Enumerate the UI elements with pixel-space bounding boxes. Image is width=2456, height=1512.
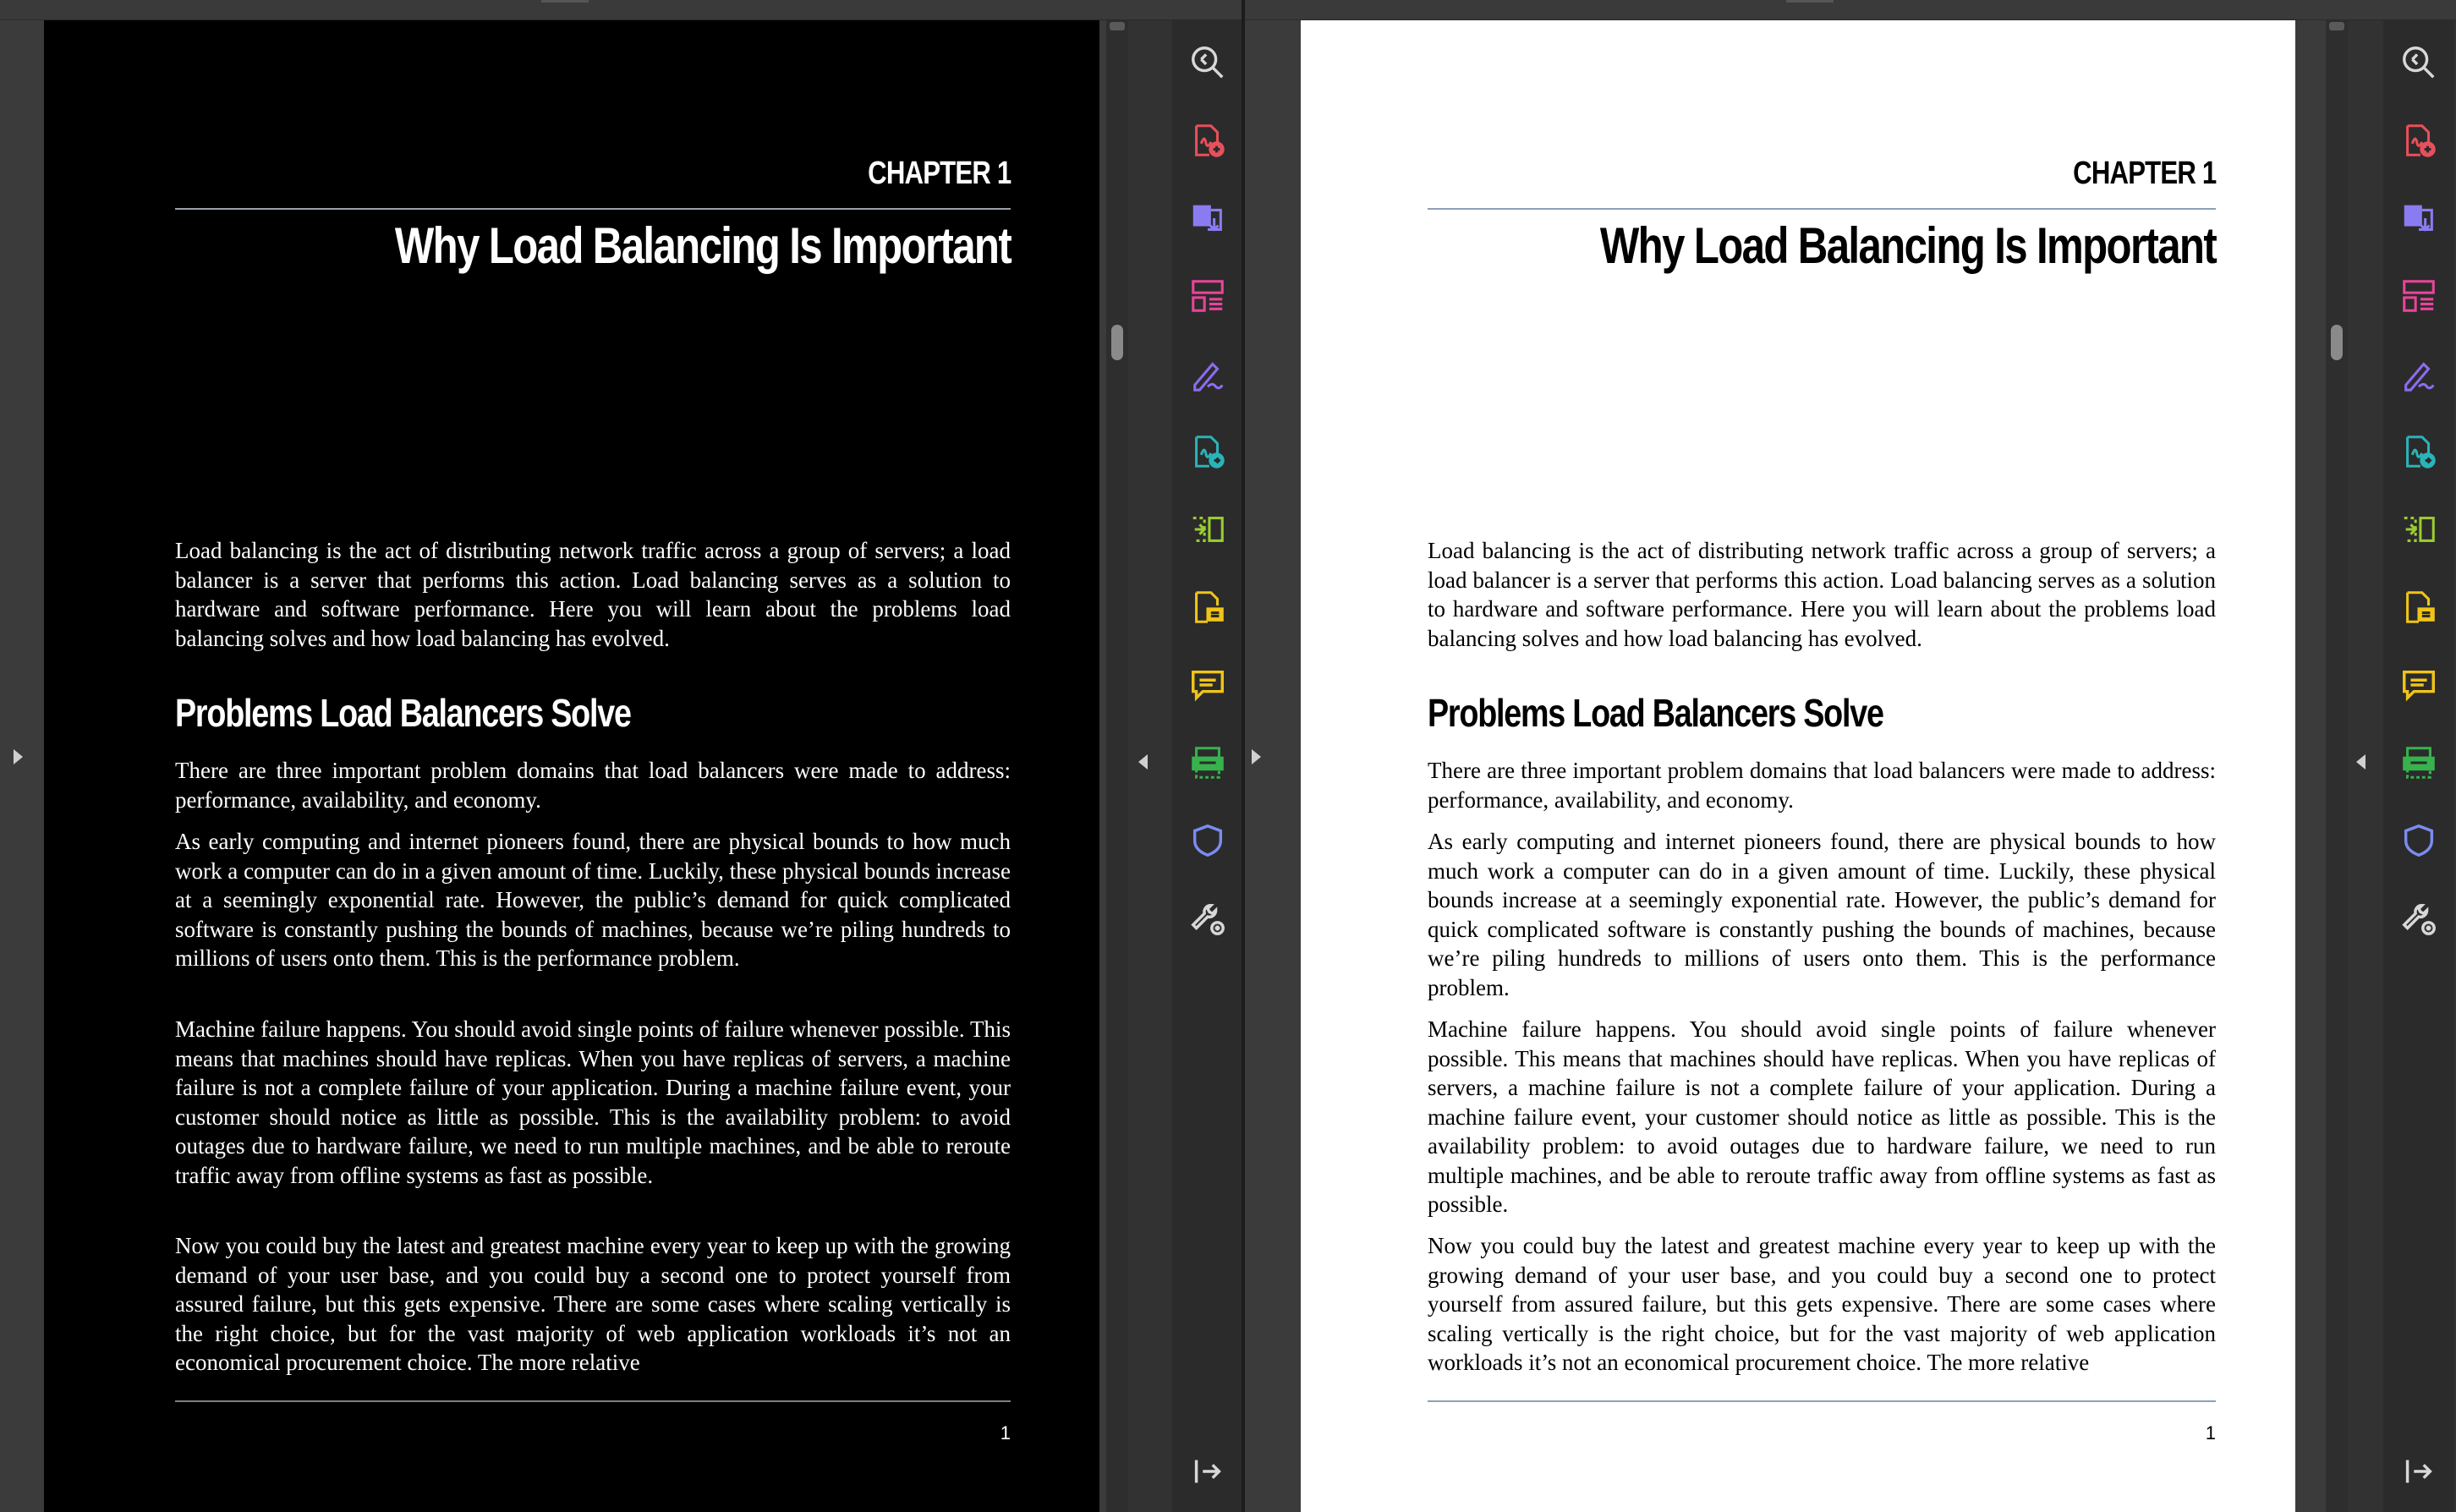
- title-rule: [1428, 208, 2216, 210]
- document-pane-light: [1245, 0, 2456, 1512]
- edit-pdf-icon[interactable]: [1186, 430, 1230, 474]
- scan-icon[interactable]: [2397, 741, 2441, 785]
- scrollbar-top-cap[interactable]: [2329, 22, 2344, 30]
- body-paragraph: As early computing and internet pioneers found, there are physical bounds to how much work a computer can do in a given amount of time. Luckily, these physical bounds increase at a seemingly exponential rate. However, the public’s demand for quick complicated software is constantly pushing the bounds of machines, because we’re piling hundreds to millions of users onto them. This is the performance problem.: [1428, 829, 2216, 1000]
- comment-file-icon[interactable]: [1186, 585, 1230, 629]
- collapse-panel-icon[interactable]: [2397, 1449, 2441, 1493]
- chapter-label: CHAPTER 1: [867, 156, 1011, 191]
- edit-pdf-icon[interactable]: [2397, 430, 2441, 474]
- collapse-panel-icon[interactable]: [1186, 1449, 1230, 1493]
- body-paragraph: As early computing and internet pioneers found, there are physical bounds to how much work a computer can do in a given amount of time. Luckily, these physical bounds increase at a seemingly exponential rate. However, the public’s demand for quick complicated software is constantly pushing the bounds of machines, because we’re piling hundreds to millions of users onto them. This is the performance problem.: [175, 829, 1011, 971]
- body-paragraph: There are three important problem domains that load balancers were made to address: performance, availability, and economy.: [1428, 758, 2216, 813]
- organize-pages-icon[interactable]: [1186, 274, 1230, 318]
- intro-paragraph: Load balancing is the act of distributing network traffic across a group of servers; a load balancer is a server that performs this action. Load balancing serves as a solution to hardware and software performance. Here you will learn about the problems load balancing solves and how load balancing has evolved.: [1428, 538, 2216, 651]
- body-paragraph: There are three important problem domains that load balancers were made to address: performance, availability, and economy.: [175, 758, 1011, 813]
- scan-icon[interactable]: [1186, 741, 1230, 785]
- chapter-title: Why Load Balancing Is Important: [394, 217, 1011, 274]
- title-rule: [175, 208, 1011, 210]
- collapse-tools-arrow-icon[interactable]: [1138, 754, 1148, 770]
- body-paragraph: Now you could buy the latest and greatest machine every year to keep up with the growing demand of your user base, and you could buy a second one to protect yourself from assured failure, but this gets expensive. There are some cases where scaling vertically is the right choice, but for the vast majority of web application workloads it’s not an economical procurement choice. The more relative: [1428, 1233, 2216, 1375]
- vertical-scrollbar[interactable]: [1106, 20, 1128, 1512]
- page-number: 1: [1000, 1422, 1011, 1444]
- comment-icon[interactable]: [1186, 663, 1230, 707]
- zoom-icon[interactable]: [1186, 41, 1230, 85]
- pane-title-bar: [0, 0, 1243, 20]
- pane-title-bar: [1245, 0, 2456, 20]
- expand-left-panel-icon[interactable]: [14, 749, 23, 764]
- section-heading: Problems Load Balancers Solve: [1428, 691, 1883, 735]
- more-tools-icon[interactable]: [1186, 896, 1230, 940]
- organize-pages-icon[interactable]: [2397, 274, 2441, 318]
- scrollbar-thumb[interactable]: [1111, 325, 1123, 360]
- collapse-tools-arrow-icon[interactable]: [2356, 754, 2366, 770]
- comment-icon[interactable]: [2397, 663, 2441, 707]
- scrollbar-thumb[interactable]: [2331, 325, 2343, 360]
- tools-sidebar: [1172, 20, 1243, 1512]
- comment-file-icon[interactable]: [2397, 585, 2441, 629]
- body-paragraph: Machine failure happens. You should avoid single points of failure whenever possible. This means that machines should have replicas. When you have replicas of servers, a machine failure is not a complete failure of your application. During a machine failure event, your customer should notice as little as possible. This is the availability problem: to avoid outages due to hardware failure, we need to run multiple machines, and be able to reroute traffic away from offline systems as fast as possible.: [175, 1016, 1011, 1188]
- pdf-page: [1301, 20, 2295, 1512]
- export-pdf-icon[interactable]: [2397, 196, 2441, 240]
- tools-collapse-strip: [1128, 20, 1157, 1512]
- create-pdf-icon[interactable]: [1186, 118, 1230, 162]
- protect-icon[interactable]: [1186, 819, 1230, 863]
- zoom-icon[interactable]: [2397, 41, 2441, 85]
- tools-collapse-strip: [2348, 20, 2377, 1512]
- chapter-title: Why Load Balancing Is Important: [1599, 217, 2216, 274]
- create-pdf-icon[interactable]: [2397, 118, 2441, 162]
- compare-icon[interactable]: [1186, 507, 1230, 551]
- section-heading: Problems Load Balancers Solve: [175, 691, 631, 735]
- export-pdf-icon[interactable]: [1186, 196, 1230, 240]
- fill-sign-icon[interactable]: [1186, 352, 1230, 396]
- compare-icon[interactable]: [2397, 507, 2441, 551]
- protect-icon[interactable]: [2397, 819, 2441, 863]
- page-number: 1: [2205, 1422, 2216, 1444]
- expand-left-panel-icon[interactable]: [1252, 749, 1261, 764]
- body-paragraph: Now you could buy the latest and greatest machine every year to keep up with the growing demand of your user base, and you could buy a second one to protect yourself from assured failure, but this gets expensive. There are some cases where scaling vertically is the right choice, but for the vast majority of web application workloads it’s not an economical procurement choice. The more relative: [175, 1233, 1011, 1375]
- body-paragraph: Machine failure happens. You should avoid single points of failure whenever possible. This means that machines should have replicas. When you have replicas of servers, a machine failure is not a complete failure of your application. During a machine failure event, your customer should notice as little as possible. This is the availability problem: to avoid outages due to hardware failure, we need to run multiple machines, and be able to reroute traffic away from offline systems as fast as possible.: [1428, 1016, 2216, 1217]
- tools-sidebar: [2383, 20, 2454, 1512]
- chapter-label: CHAPTER 1: [2072, 156, 2216, 191]
- scrollbar-top-cap[interactable]: [1110, 22, 1125, 30]
- footer-rule: [1428, 1400, 2216, 1402]
- intro-paragraph: Load balancing is the act of distributing network traffic across a group of servers; a load balancer is a server that performs this action. Load balancing serves as a solution to hardware and software performance. Here you will learn about the problems load balancing solves and how load balancing has evolved.: [175, 538, 1011, 651]
- pdf-page: [44, 20, 1099, 1512]
- fill-sign-icon[interactable]: [2397, 352, 2441, 396]
- more-tools-icon[interactable]: [2397, 896, 2441, 940]
- footer-rule: [175, 1400, 1011, 1402]
- vertical-scrollbar[interactable]: [2326, 20, 2348, 1512]
